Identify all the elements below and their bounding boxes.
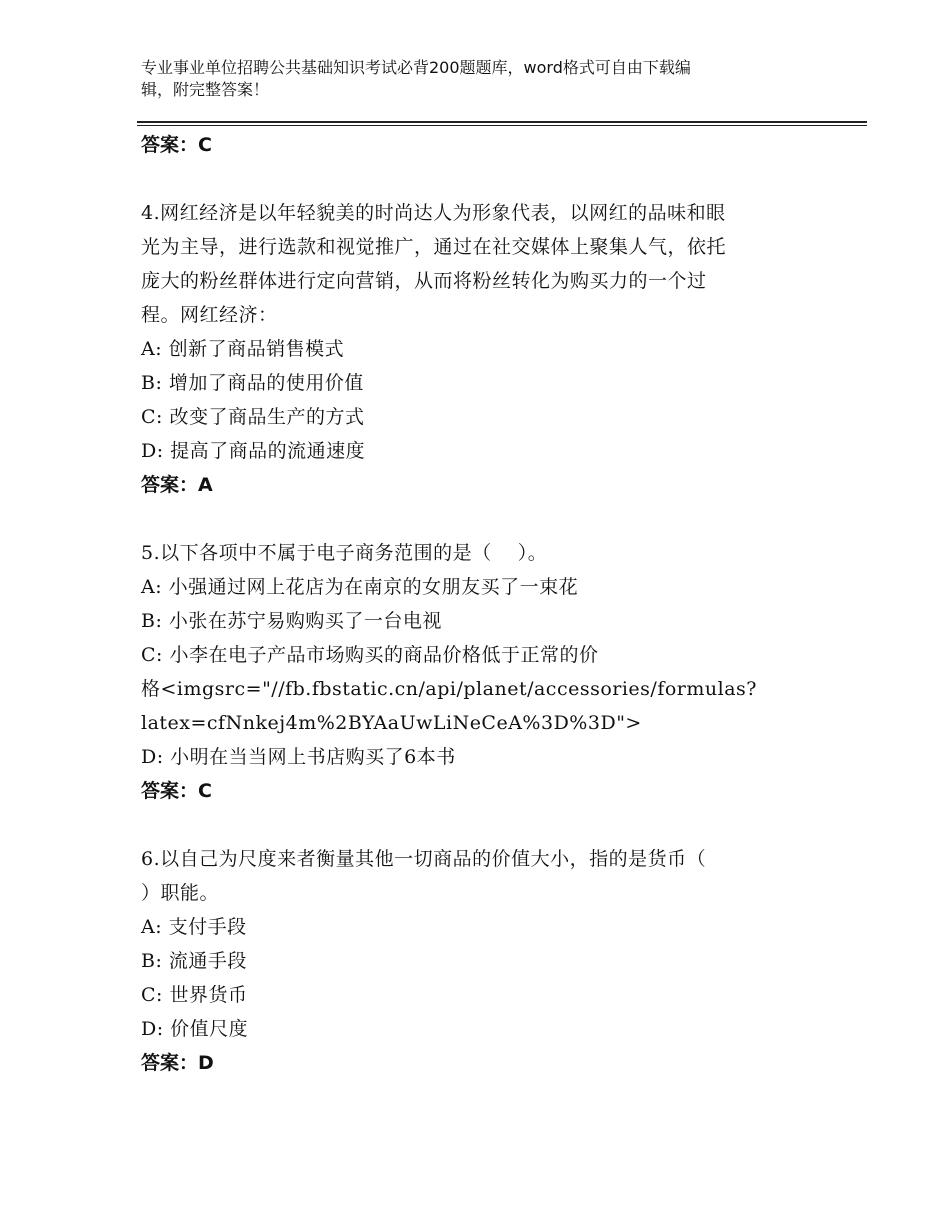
option-c: C: 改变了商品生产的方式 [141, 406, 365, 428]
question-text-line: 庞大的粉丝群体进行定向营销，从而将粉丝转化为购买力的一个过 [141, 270, 707, 292]
block-gap [141, 502, 821, 536]
document-header [141, 57, 801, 101]
header-line-1: 专业事业单位招聘公共基础知识考试必背200题题库，word格式可自由下载编 [141, 58, 691, 77]
header-rule-thick [137, 121, 867, 123]
question-text-line: 程。网红经济： [141, 304, 278, 326]
option-c: C: 世界货币 [141, 984, 248, 1006]
answer-label: 答案：C [141, 134, 212, 156]
answer-label: 答案：D [141, 1052, 214, 1074]
header-line-2: 辑，附完整答案！ [141, 80, 270, 99]
header-rule-thin [137, 125, 867, 126]
option-c-continued: latex=cfNnkej4m%2BYAaUwLiNeCeA%3D%3D"> [141, 712, 642, 734]
answer-label: 答案：C [141, 780, 212, 802]
question-text-line: ）职能。 [141, 882, 220, 904]
document-body [141, 128, 821, 1080]
block-gap [141, 162, 821, 196]
option-b: B: 流通手段 [141, 950, 247, 972]
option-b: B: 小张在苏宁易购购买了一台电视 [141, 610, 442, 632]
question-text-line: 6.以自己为尺度来者衡量其他一切商品的价值大小，指的是货币（ [141, 848, 707, 870]
option-c: C: 小李在电子产品市场购买的商品价格低于正常的价 [141, 644, 599, 666]
option-a: A: 创新了商品销售模式 [141, 338, 345, 360]
option-d: D: 小明在当当网上书店购买了6本书 [141, 746, 456, 768]
question-text-line: 5.以下各项中不属于电子商务范围的是（ ）。 [141, 542, 548, 564]
question-text-line: 4.网红经济是以年轻貌美的时尚达人为形象代表，以网红的品味和眼 [141, 202, 726, 224]
option-a: A: 小强通过网上花店为在南京的女朋友买了一束花 [141, 576, 579, 598]
question-5 [141, 536, 821, 808]
question-text-line: 光为主导，进行选款和视觉推广，通过在社交媒体上聚集人气，依托 [141, 236, 727, 258]
question-4 [141, 196, 821, 502]
answer-label: 答案：A [141, 474, 213, 496]
block-gap [141, 808, 821, 842]
option-a: A: 支付手段 [141, 916, 247, 938]
question-6 [141, 842, 821, 1080]
option-b: B: 增加了商品的使用价值 [141, 372, 364, 394]
option-c-continued: 格<imgsrc="//fb.fbstatic.cn/api/planet/accessories/formulas? [141, 678, 757, 700]
option-d: D: 提高了商品的流通速度 [141, 440, 366, 462]
option-d: D: 价值尺度 [141, 1018, 249, 1040]
